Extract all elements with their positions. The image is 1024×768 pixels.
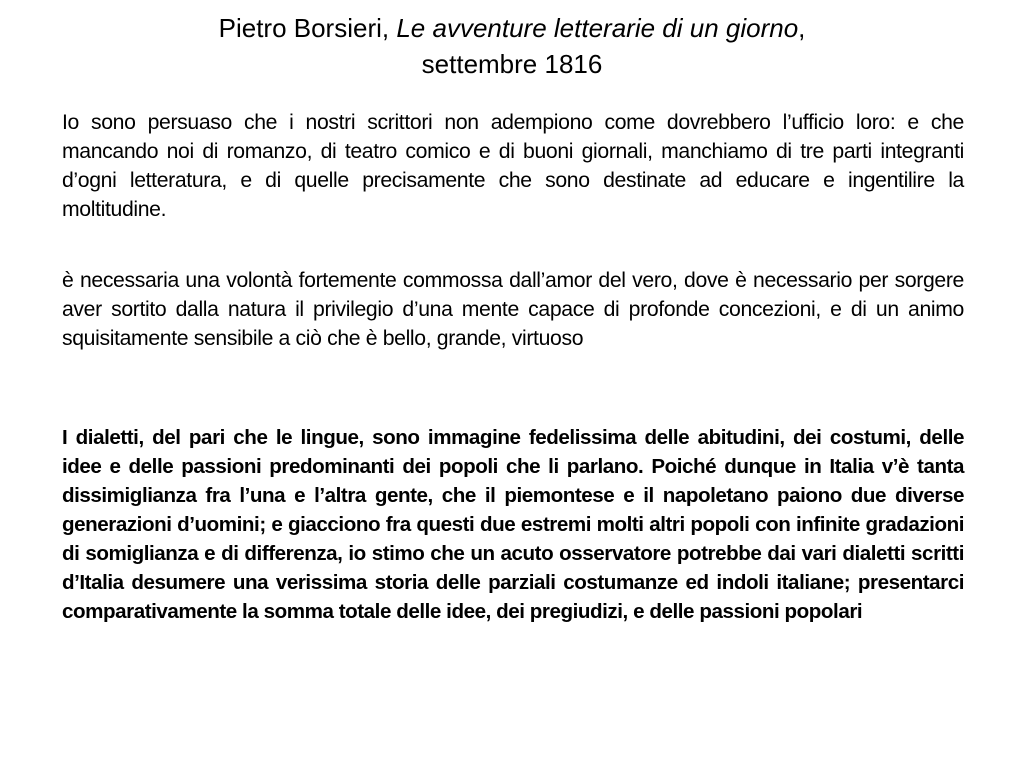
title-comma: , bbox=[798, 13, 806, 43]
title-author: Pietro Borsieri, bbox=[218, 13, 390, 43]
title-date: settembre 1816 bbox=[421, 49, 603, 79]
paragraph-3: I dialetti, del pari che le lingue, sono immagine fedelissima delle abitudini, dei costumi, delle idee e delle passioni predominanti dei popoli che li parlano. Poiché dunque in Italia v’è tanta dissimiglianza fra l’una e l’altra gente, che il piemontese e il napoletano paiono due diverse generazioni d’uomini; e giacciono fra questi due estremi molti altri popoli con infinite gradazioni di somiglianza e di differenza, io stimo che un acuto osservatore potrebbe dai vari dialetti scritti d’Italia desumere una verissima storia delle parziali costumanze ed indoli italiane; presentarci comparativamente la somma totale delle idee, dei pregiudizi, e delle passioni popolari bbox=[62, 426, 964, 623]
slide-title bbox=[60, 10, 964, 82]
paragraph-1: Io sono persuaso che i nostri scrittori non adempiono come dovrebbero l’ufficio loro: e che mancando noi di romanzo, di teatro comico e di buoni giornali, manchiamo di tre parti integranti d’ogni letteratura, e di quelle precisamente che sono destinate ad educare e ingentilire la moltitudine. bbox=[62, 111, 964, 221]
title-work: Le avventure letterarie di un giorno bbox=[396, 13, 799, 43]
paragraph-2: è necessaria una volontà fortemente commossa dall’amor del vero, dove è necessario per sorgere aver sortito dalla natura il privilegio d’una mente capace di profonde concezioni, e di un animo squisitamente sensibile a ciò che è bello, grande, virtuoso bbox=[62, 269, 964, 350]
